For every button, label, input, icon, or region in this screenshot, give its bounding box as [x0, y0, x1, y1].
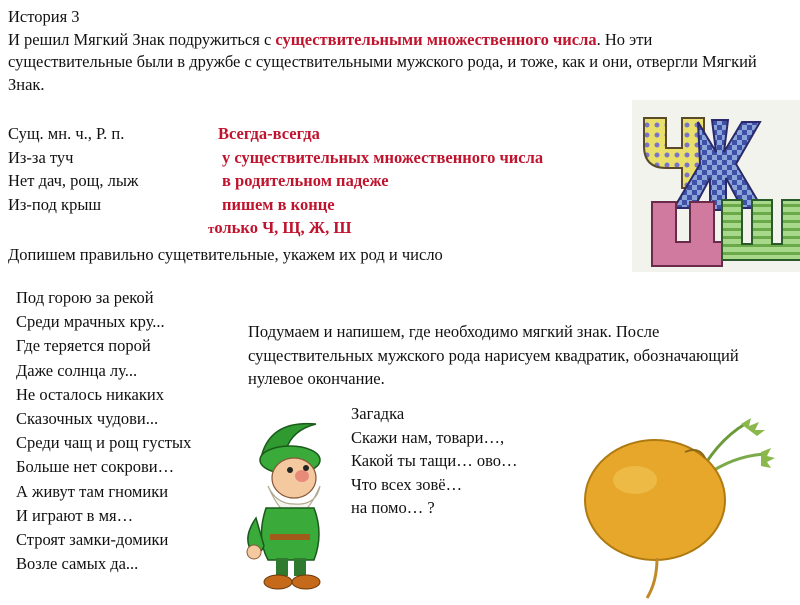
rule-line: в родительном падеже [222, 171, 389, 190]
gnome-illustration [232, 416, 352, 594]
rule-last-rest: олько Ч, Щ, Ж, Ш [214, 218, 352, 237]
poem-line: И играют в мя… [16, 505, 134, 525]
example-line: Из-за туч [8, 147, 74, 167]
poem-line: Где теряется порой [16, 336, 151, 356]
story-end: . Но эти существительные были в дружбе с существительными мужского рода, и тоже, как и они, отвергли Мягкий Знак. [8, 29, 757, 94]
riddle-title: Загадка [351, 404, 405, 423]
riddle-line: на помо… ? [351, 498, 435, 517]
story-text [8, 6, 778, 96]
task-text: Допишем правильно сущетвительные, укажем их род и число [8, 245, 443, 264]
story-title: История 3 [8, 7, 80, 26]
riddle-line: Какой ты тащи… ово… [351, 451, 518, 470]
instruction-text: Подумаем и напишем, где необходимо мягкий знак. После существительных мужского рода нарисуем квадратик, обозначающий нулевое окончание. [248, 322, 739, 388]
poem-line: Возле самых да... [16, 554, 139, 574]
poem-line: Больше нет сокрови… [16, 457, 175, 477]
example-line: Нет дач, рощ, лыж [8, 171, 139, 190]
poem-line: Не осталось никаких [16, 384, 164, 404]
example-line: Сущ. мн. ч., Р. п. [8, 124, 125, 143]
rule-text [208, 122, 544, 241]
poem-line: Среди мрачных кру... [16, 312, 165, 332]
letters-chzhshch-illustration [632, 100, 800, 272]
poem-line: Строят замки-домики [16, 530, 169, 550]
poem-line: Среди чащ и рощ густых [16, 433, 192, 453]
riddle [351, 402, 518, 520]
story-body [8, 29, 778, 97]
poem-line: А живут там гномики [16, 481, 169, 501]
rule-examples [8, 122, 138, 216]
poem [16, 286, 191, 576]
turnip-illustration [565, 412, 785, 600]
rule-line-last [208, 216, 543, 241]
story-highlight: существительными множественного числа [275, 29, 597, 49]
poem-line: Под горою за рекой [16, 288, 154, 307]
riddle-line: Что всех зовё… [351, 474, 463, 494]
riddle-line: Скажи нам, товари…, [351, 427, 505, 447]
rule-line: у существительных множественного числа [222, 147, 544, 167]
poem-line: Сказочных чудови... [16, 409, 159, 429]
rule-last-small: т [208, 221, 215, 236]
rule-line: Всегда-всегда [218, 124, 320, 143]
story-start: И решил Мягкий Знак подружиться с [8, 29, 276, 49]
rule-line: пишем в конце [222, 194, 335, 214]
poem-line: Даже солнца лу... [16, 360, 138, 380]
example-line: Из-под крыш [8, 194, 102, 214]
